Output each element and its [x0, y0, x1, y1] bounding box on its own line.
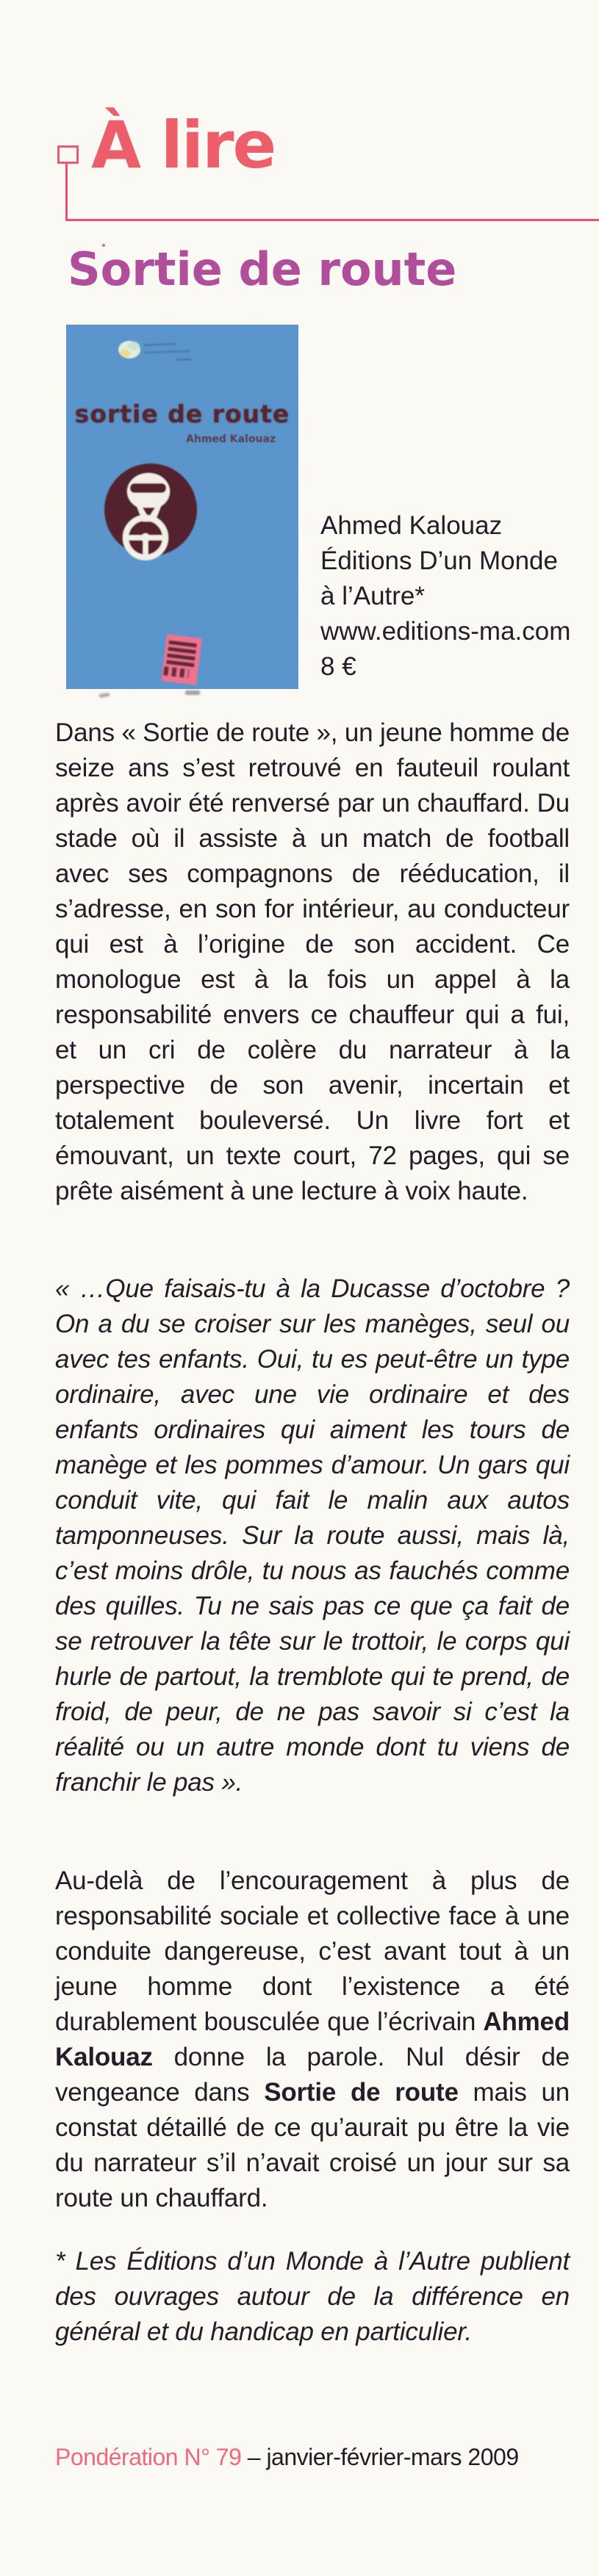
author-name-bold: Ahmed Kalouaz	[55, 2007, 570, 2071]
article-paragraph-1: Dans « Sortie de route », un jeune homme de seize ans s’est retrouvé en fauteuil roulant après avoir été renversé par un chauffard. Du stade où il assiste à un match de football avec ses compagnons de rééducation, il s’adresse, en son for intérieur, au conducteur qui est à l’origine de son accident. Ce monologue est à la fois un appel à la responsabilité envers ce chauffeur qui a fui, et un cri de colère du narrateur à la perspective de son avenir, incertain et totalement bouleversé. Un livre fort et émouvant, un texte court, 72 pages, qui se prête aisément à une lecture à voix haute.	[55, 718, 570, 1205]
section-rule-horizontal	[65, 219, 599, 221]
issue-date: – janvier-février-mars 2009	[241, 2444, 519, 2470]
cover-title: sortie de route	[74, 400, 290, 428]
stamp-markings-2	[163, 666, 189, 678]
scan-smudge	[99, 693, 110, 698]
book-price: 8 €	[320, 652, 356, 681]
section-rule-vertical	[65, 163, 68, 220]
journal-name: Pondération N° 79	[55, 2444, 242, 2470]
book-excerpt-quote: « …Que faisais-tu à la Ducasse d’octobre ? On a du se croiser sur les manèges, seul ou avec tes enfants. Oui, tu es peut-être un type ordinaire, avec une vie ordinaire et des enfants ordinaires qui aiment les tours de manège et les pommes d’amour. Un gars qui conduit vite, qui fait le malin aux autos tamponneuses. Sur la route aussi, mais là, c’est moins drôle, tu nous as fauchés comme des quilles. Tu ne sais pas ce que ça fait de se retrouver la tête sur le trottoir, le corps qui hurle de partout, la tremblote qui te prend, de froid, de peur, de ne pas savoir si c’est la réalité ou un autre monde dont tu viens de franchir le pas ».	[55, 1274, 570, 1797]
book-cover-art	[66, 325, 298, 689]
cover-author: Ahmed Kalouaz	[186, 433, 276, 445]
book-website: www.editions-ma.com	[320, 617, 571, 646]
paragraph-2-text: Au-delà de l’encouragement à plus de responsabilité sociale et collective face à une conduite dangereuse, c’est avant tout à un jeune homme dont l’existence a été durablement bousculée que l’écrivain	[55, 1866, 570, 2036]
book-publisher-line2: à l’Autre*	[320, 582, 426, 610]
scan-smudge	[185, 690, 200, 695]
library-stamp	[161, 634, 201, 685]
section-marker-square	[57, 145, 79, 164]
paragraph-2-text: donne la parole. Nul désir de vengeance dans	[55, 2043, 570, 2107]
book-info	[320, 508, 585, 685]
book-publisher-line1: Éditions D’un Monde	[320, 546, 558, 575]
section-title: À lire	[91, 107, 276, 183]
paragraph-2-text: mais un constat détaillé de ce qu’aurait pu être la vie du narrateur s’il n’avait croisé un jour sur sa route un chauffard.	[55, 2078, 570, 2212]
book-author: Ahmed Kalouaz	[320, 511, 503, 540]
article-paragraph-2	[55, 1864, 570, 2216]
publisher-footnote: * Les Éditions d’un Monde à l’Autre publient des ouvrages autour de la différence en général et du handicap en particulier.	[55, 2247, 570, 2346]
book-cover	[66, 325, 298, 689]
page-footer	[55, 2444, 584, 2471]
stamp-markings	[166, 639, 197, 667]
article-title: Sortie de route	[68, 242, 457, 296]
book-title-bold: Sortie de route	[264, 2078, 459, 2107]
